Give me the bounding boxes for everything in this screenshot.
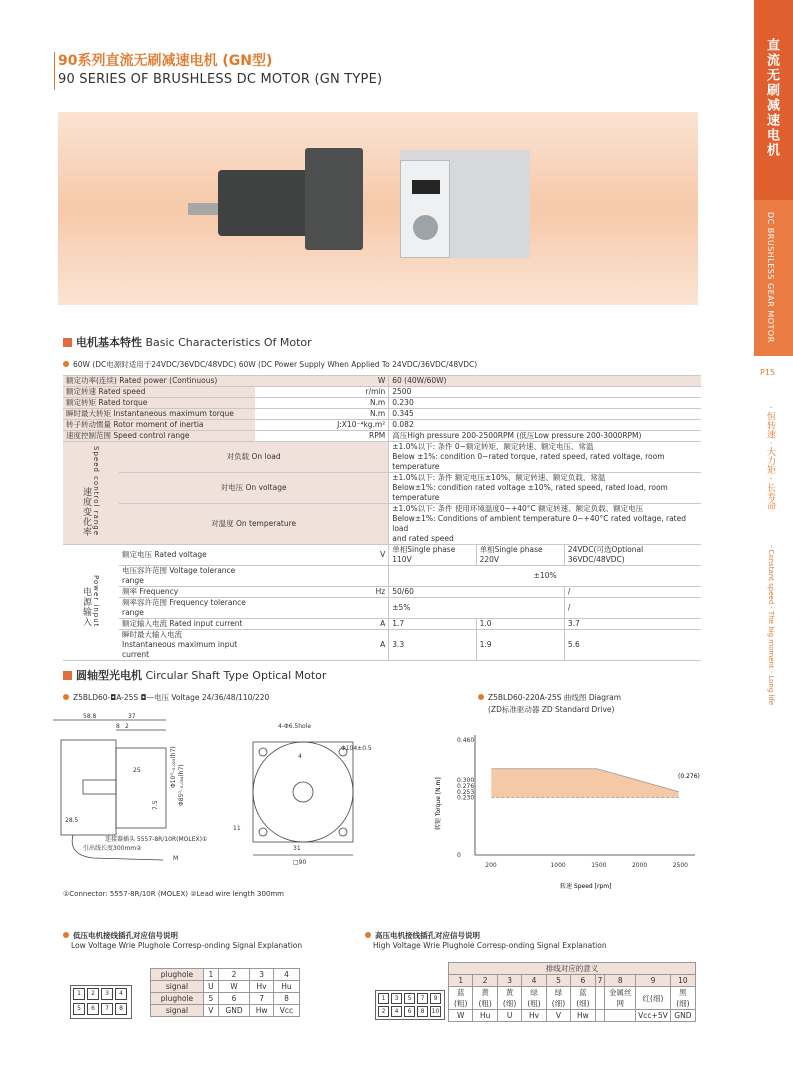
table-row: 瞬时最大输入电流 Instantaneous maximum input current A 3.3 1.9 5.6 (63, 630, 701, 661)
table-row (449, 1010, 696, 1022)
dim-label: M (173, 855, 179, 862)
y-tick-label: 0.300 (457, 777, 475, 784)
y-tick-label: 0.276 (457, 783, 475, 790)
low-voltage-subtitle: Low Voltage Wrie Plughole Corresp-onding Signal Explanation (71, 941, 303, 950)
table-row (449, 975, 696, 987)
connector-pin: 8 (417, 1006, 428, 1017)
table-cell: 7 (595, 975, 605, 987)
gearbox-side-outline (116, 748, 166, 828)
sidebar-features-en: · Constant speed · The big moment · Long life (767, 545, 775, 706)
table-row: 电源输入Power input 额定电压 Rated voltage V 单相Single phase 110V 单相Single phase 220V 24VDC(可选Optional 36VDC/48VDC) (63, 545, 701, 566)
bullet-icon (63, 932, 69, 938)
table-cell: 7 (250, 993, 274, 1005)
table-row (151, 981, 300, 993)
power-group-label: 电源输入Power input (63, 545, 119, 661)
y-tick-label: 0 (457, 852, 461, 859)
section-square-icon (63, 671, 72, 680)
table-row: 电压容许范围 Voltage tolerance range ±10% (63, 566, 701, 587)
dim-label: Φ10⁰₋₀.₀₁₅(h7) (170, 746, 177, 788)
speed-group-label: 速度变化率Speed control range (63, 442, 119, 545)
dim-label: 25 (133, 767, 141, 774)
torque-area (491, 769, 678, 798)
sidebar-title-en: DC BRUSHLESS GEAR MOTOR (766, 212, 775, 343)
connector-footnote: ①Connector: 5557-8R/10R (MOLEX) ②Lead wire length 300mm (63, 890, 284, 898)
table-cell: 2 (473, 975, 497, 987)
connector-pin: 5 (73, 1003, 85, 1015)
y-tick-label: 0.253 (457, 788, 475, 796)
table-row: 额定转速 Rated speed r/min 2500 (63, 387, 701, 398)
connector-pin: 2 (378, 1006, 389, 1017)
table-row (449, 963, 696, 975)
basic-section-title: 电机基本特性 Basic Characteristics Of Motor (63, 334, 312, 350)
connector-pin: 10 (431, 1008, 440, 1015)
table-cell: GND (670, 1010, 695, 1022)
y-tick-label: 0.460 (457, 737, 475, 744)
table-row: 转子转动惯量 Rotor moment of inertia J:X10⁻⁴kg.m² 0.082 (63, 420, 701, 431)
table-cell: plughole (151, 969, 204, 981)
x-tick-label: 1500 (591, 862, 607, 869)
dim-label: 31 (293, 845, 301, 852)
dim-label: 连接器插头 5557-8R/10R(MOLEX)① (105, 836, 208, 843)
table-cell: 5 (546, 975, 570, 987)
dim-label: □90 (293, 859, 307, 866)
title-accent-bar (54, 52, 55, 90)
spec-table (63, 375, 701, 661)
table-cell: 绿(粗) (522, 987, 546, 1010)
table-cell: 蓝(粗) (449, 987, 473, 1010)
dim-label: Φ104±0.5 (341, 745, 372, 752)
table-cell: Hw (250, 1005, 274, 1017)
table-row: 对温度 On temperature ±1.0%以下: 条件 使用环境温度0~+40°C 额定转速、额定负载、额定电压 Below±1%: Conditions of ambient temperature 0~+40°C rated voltage, rated load and rated speed (63, 504, 701, 545)
dim-label: 7.5 (152, 800, 159, 810)
diagram-note-2: (ZD标准驱动器 ZD Standard Drive) (488, 705, 615, 714)
chart-annotation: (0.276) (678, 773, 700, 780)
table-row (151, 993, 300, 1005)
connector-pin: 8 (115, 1003, 127, 1015)
table-cell: 8 (605, 975, 636, 987)
dim-label: 58.8 (83, 713, 97, 720)
table-row: 速度变化率Speed control range 对负载 On load ±1.0%以下: 条件 0~额定转矩、额定转速、额定电压、常温 Below ±1%: condition 0~rated torque, rated speed, rated voltage, room temperature (63, 442, 701, 473)
connector-pin: 3 (391, 993, 402, 1004)
table-cell: signal (151, 981, 204, 993)
torque-speed-chart (430, 730, 720, 895)
table-cell: 1 (203, 969, 218, 981)
product-photo (58, 112, 698, 305)
table-row: 频率 Frequency Hz 50/60 / (63, 587, 701, 598)
table-cell: 蓝(细) (571, 987, 595, 1010)
table-cell: 3 (497, 975, 521, 987)
connector-pin: 3 (101, 988, 113, 1000)
table-cell: Hw (571, 1010, 595, 1022)
connector-pin: 6 (404, 1006, 415, 1017)
table-cell: W (218, 981, 249, 993)
model-note: Z5BLD60-◘A-25S ◘—电压 Voltage 24/36/48/110/220 (63, 692, 269, 703)
flange-circle (253, 742, 353, 842)
table-row (151, 1005, 300, 1017)
table-row (449, 987, 696, 1010)
table-row: 瞬时最大转矩 Instantaneous maximum torque N.m 0.345 (63, 409, 701, 420)
bullet-icon (478, 694, 484, 700)
connector-pin: 7 (417, 993, 428, 1004)
bullet-icon (63, 361, 69, 367)
page-title-cn: 90系列直流无刷减速电机 (GN型) (58, 53, 273, 69)
diagram-note: Z5BLD60-220A-25S 曲线图 Diagram (478, 692, 621, 703)
x-tick-label: 200 (485, 862, 497, 869)
table-cell: Vcc+5V (636, 1010, 671, 1022)
driver-front-panel (400, 160, 450, 258)
high-voltage-table (448, 962, 696, 1022)
flange-square (253, 742, 353, 842)
basic-note: 60W (DC电源时适用于24VDC/36VDC/48VDC) 60W (DC Power Supply When Applied To 24VDC/36VDC/48VDC) (63, 359, 477, 370)
table-row: 对电压 On voltage ±1.0%以下: 条件 额定电压±10%、额定转速、额定负载、常温 Below±1%: condition rated voltage ±10%, rated speed, rated load, room temperature (63, 473, 701, 504)
dimension-drawing (53, 710, 398, 885)
page-title-en: 90 SERIES OF BRUSHLESS DC MOTOR (GN TYPE) (58, 72, 383, 87)
bullet-icon (63, 694, 69, 700)
sidebar-title-cn: 直流无刷减速电机 (764, 38, 779, 158)
connector-pin: 7 (101, 1003, 113, 1015)
table-row: 额定转矩 Rated torque N.m 0.230 (63, 398, 701, 409)
table-cell: 8 (273, 993, 299, 1005)
table-cell: Hu (473, 1010, 497, 1022)
optical-section-title: 圆轴型光电机 Circular Shaft Type Optical Motor (63, 667, 326, 683)
table-cell: 1 (449, 975, 473, 987)
table-cell: 4 (522, 975, 546, 987)
table-cell: GND (218, 1005, 249, 1017)
shaft-outline (83, 780, 116, 794)
dim-label: 11 (233, 825, 241, 832)
motor-body-image (218, 170, 316, 236)
table-cell: U (203, 981, 218, 993)
driver-knob (413, 215, 438, 240)
chart-xlabel: 转速 Speed [rpm] (560, 883, 612, 890)
table-cell: 绿(细) (546, 987, 570, 1010)
bullet-icon (365, 932, 371, 938)
dim-label: 37 (128, 713, 136, 720)
table-cell: U (497, 1010, 521, 1022)
table-cell: 9 (636, 975, 671, 987)
table-row: 额定功率(连续) Rated power (Continuous) W 60 (40W/60W) (63, 376, 701, 387)
table-cell: Vcc (273, 1005, 299, 1017)
table-cell: V (203, 1005, 218, 1017)
table-cell: 2 (218, 969, 249, 981)
dim-label: 4 (298, 753, 302, 760)
connector-pin: 5 (404, 993, 415, 1004)
table-row (151, 969, 300, 981)
page-number: P15 (760, 368, 776, 377)
low-voltage-table (150, 968, 300, 1017)
gearhead-image (305, 148, 363, 250)
low-voltage-title: 低压电机接线插孔对应信号说明 (63, 930, 178, 941)
table-cell: 红(细) (636, 987, 671, 1010)
table-cell (595, 1010, 605, 1022)
table-cell: signal (151, 1005, 204, 1017)
table-cell (605, 1010, 636, 1022)
table-row: 额定输入电流 Rated input current A 1.7 1.0 3.7 (63, 619, 701, 630)
table-cell: 5 (203, 993, 218, 1005)
connector-pin: 6 (87, 1003, 99, 1015)
section-square-icon (63, 338, 72, 347)
y-tick-label: 0.230 (457, 794, 475, 802)
table-cell: 6 (218, 993, 249, 1005)
table-cell: 3 (250, 969, 274, 981)
table-cell: plughole (151, 993, 204, 1005)
motor-shaft-image (188, 203, 220, 215)
table-cell: 10 (670, 975, 695, 987)
dim-label: 28.5 (65, 817, 79, 824)
x-tick-label: 1000 (550, 862, 566, 869)
table-cell (595, 987, 605, 1010)
connector-pin: 1 (378, 993, 389, 1004)
table-row: 频率容许范围 Frequency tolerance range ±5% / (63, 598, 701, 619)
table-cell: 金属丝网 (605, 987, 636, 1010)
connector-pin: 4 (115, 988, 127, 1000)
connector-pin: 4 (391, 1006, 402, 1017)
connector-pin: 1 (73, 988, 85, 1000)
table-cell: 黄(细) (497, 987, 521, 1010)
dim-label: 4-Φ6.5hole (278, 723, 312, 730)
table-cell: 黑(细) (670, 987, 695, 1010)
dim-label: 引出线长度300mm② (83, 845, 142, 852)
dim-label: 8 (116, 723, 120, 730)
table-cell: 6 (571, 975, 595, 987)
sidebar-features-cn: · 恒转速 · 大力矩 · 长寿命 (765, 406, 775, 510)
table-cell: W (449, 1010, 473, 1022)
table-row: 速度控制范围 Speed control range RPM 高压High pressure 200-2500RPM (低压Low pressure 200-3000RPM) (63, 431, 701, 442)
table-cell: 4 (273, 969, 299, 981)
dim-label: Φ85⁰₋₀.₀₅₄(h7) (178, 764, 185, 806)
x-tick-label: 2000 (631, 862, 648, 869)
high-voltage-subtitle: High Voltage Wrie Plughole Corresp-onding Signal Explanation (373, 941, 607, 950)
high-voltage-title: 高压电机接线插孔对应信号说明 (365, 930, 480, 941)
table-cell: Hv (250, 981, 274, 993)
table-header: 排线对应的意义 (449, 963, 696, 975)
table-cell: 黄(粗) (473, 987, 497, 1010)
driver-display (412, 180, 440, 194)
table-cell: V (546, 1010, 570, 1022)
connector-pin: 2 (87, 988, 99, 1000)
chart-ylabel: 转矩 Torque [N.m] (435, 777, 442, 830)
dim-label: 2 (125, 723, 129, 730)
connector-pin: 9 (430, 993, 441, 1004)
table-cell: Hu (273, 981, 299, 993)
table-cell: Hv (522, 1010, 546, 1022)
x-tick-label: 2500 (672, 862, 688, 869)
